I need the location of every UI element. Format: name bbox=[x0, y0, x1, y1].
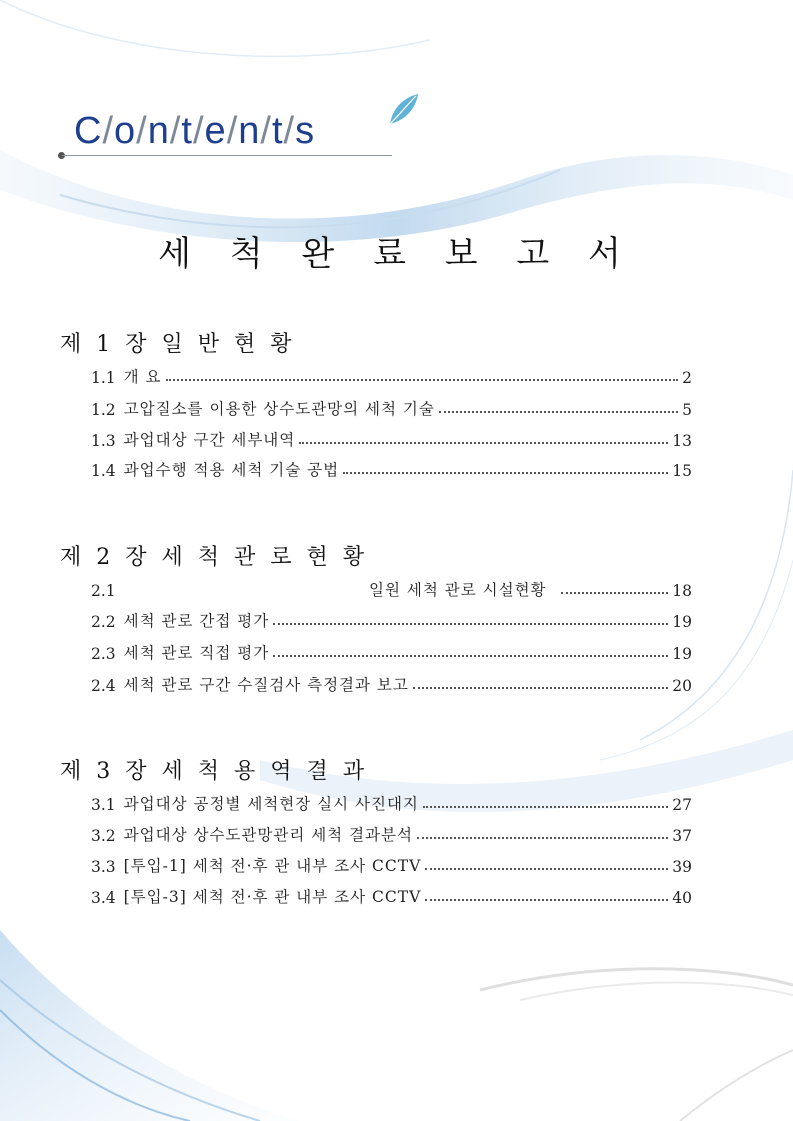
document-title: 세 척 완 료 보 고 서 bbox=[158, 234, 635, 274]
toc-entry-page: 13 bbox=[672, 432, 692, 450]
toc-entry[interactable] bbox=[91, 852, 692, 876]
toc-leader-dots bbox=[166, 379, 678, 381]
toc-entry[interactable] bbox=[91, 607, 692, 631]
toc-entry-text: 과업대상 구간 세부내역 bbox=[123, 431, 296, 449]
toc-entry-number: 3.3 bbox=[91, 858, 116, 876]
toc-entry-text: 일원 세척 관로 시설현황 bbox=[369, 581, 547, 599]
toc-entry-page: 40 bbox=[672, 889, 692, 907]
logo-letter: C bbox=[74, 110, 103, 152]
toc-entry-text: 세척 관로 구간 수질검사 측정결과 보고 bbox=[123, 676, 409, 694]
toc-entry[interactable] bbox=[91, 426, 692, 450]
logo-underline bbox=[62, 155, 392, 156]
toc-entry[interactable] bbox=[91, 395, 692, 419]
logo-letter: e bbox=[204, 110, 227, 152]
toc-entry-text: 고압질소를 이용한 상수도관망의 세척 기술 bbox=[123, 400, 435, 418]
toc-entry-page: 2 bbox=[682, 369, 692, 387]
toc-entry[interactable] bbox=[91, 456, 692, 480]
toc-entry-text: [투입-1] 세척 전·후 관 내부 조사 CCTV bbox=[123, 857, 422, 875]
toc-entry-text: [투입-3] 세척 전·후 관 내부 조사 CCTV bbox=[123, 888, 422, 906]
toc-entry-number: 1.1 bbox=[91, 369, 116, 387]
toc-leader-dots bbox=[561, 592, 669, 594]
toc-entry-text: 과업대상 공정별 세척현장 실시 사진대지 bbox=[123, 795, 419, 813]
toc-leader-dots bbox=[343, 472, 668, 474]
toc-entry-text: 과업대상 상수도관망관리 세척 결과분석 bbox=[123, 826, 413, 844]
toc-leader-dots bbox=[423, 806, 668, 808]
toc-entry-page: 27 bbox=[672, 796, 692, 814]
toc-entry-page: 39 bbox=[672, 858, 692, 876]
toc-entry[interactable] bbox=[91, 363, 692, 387]
logo-letter: t bbox=[181, 110, 193, 152]
contents-logo: C/o/n/t/e/n/t/s bbox=[74, 110, 316, 152]
toc-entry[interactable] bbox=[91, 639, 692, 663]
toc-entry[interactable] bbox=[91, 883, 692, 907]
toc-entry[interactable] bbox=[91, 576, 692, 600]
toc-entry-page: 19 bbox=[672, 645, 692, 663]
toc-entry[interactable] bbox=[91, 821, 692, 845]
toc-leader-dots bbox=[273, 655, 668, 657]
toc-entry-number: 2.4 bbox=[91, 677, 116, 695]
toc-entry-number: 1.4 bbox=[91, 462, 116, 480]
toc-leader-dots bbox=[425, 899, 668, 901]
toc-entry-text: 세척 관로 직접 평가 bbox=[123, 644, 270, 662]
toc-entry-number: 3.2 bbox=[91, 827, 116, 845]
logo-letter: n bbox=[147, 110, 170, 152]
toc-entry-number: 2.3 bbox=[91, 645, 116, 663]
toc-leader-dots bbox=[413, 687, 668, 689]
chapter-heading: 제 3 장 세 척 용 역 결 과 bbox=[60, 759, 368, 784]
toc-leader-dots bbox=[417, 837, 668, 839]
toc-entry-number: 1.3 bbox=[91, 432, 116, 450]
logo-letter: t bbox=[271, 110, 284, 152]
logo-letter: n bbox=[238, 110, 261, 152]
logo-letter: s bbox=[295, 110, 316, 152]
toc-leader-dots bbox=[273, 623, 668, 625]
toc-entry-page: 37 bbox=[672, 827, 692, 845]
chapter-heading: 제 2 장 세 척 관 로 현 황 bbox=[60, 545, 368, 570]
chapter-heading: 제 1 장 일 반 현 황 bbox=[60, 332, 296, 357]
toc-entry-number: 1.2 bbox=[91, 401, 116, 419]
logo-letter: o bbox=[114, 110, 137, 152]
toc-entry-text: 세척 관로 간접 평가 bbox=[123, 612, 270, 630]
toc-entry-page: 18 bbox=[672, 582, 692, 600]
toc-entry-text: 과업수행 적용 세척 기술 공법 bbox=[123, 461, 340, 479]
leaf-icon bbox=[386, 92, 420, 126]
toc-leader-dots bbox=[299, 442, 668, 444]
toc-entry-page: 5 bbox=[682, 401, 692, 419]
toc-leader-dots bbox=[439, 411, 678, 413]
toc-entry[interactable] bbox=[91, 790, 692, 814]
toc-entry-page: 15 bbox=[672, 462, 692, 480]
toc-leader-dots bbox=[425, 868, 668, 870]
toc-entry[interactable] bbox=[91, 671, 692, 695]
toc-entry-page: 19 bbox=[672, 613, 692, 631]
toc-entry-number: 3.1 bbox=[91, 796, 116, 814]
toc-entry-number: 3.4 bbox=[91, 889, 116, 907]
toc-entry-text: 개 요 bbox=[123, 368, 162, 386]
toc-entry-number: 2.2 bbox=[91, 613, 116, 631]
toc-entry-page: 20 bbox=[672, 677, 692, 695]
toc-entry-number: 2.1 bbox=[91, 582, 116, 600]
